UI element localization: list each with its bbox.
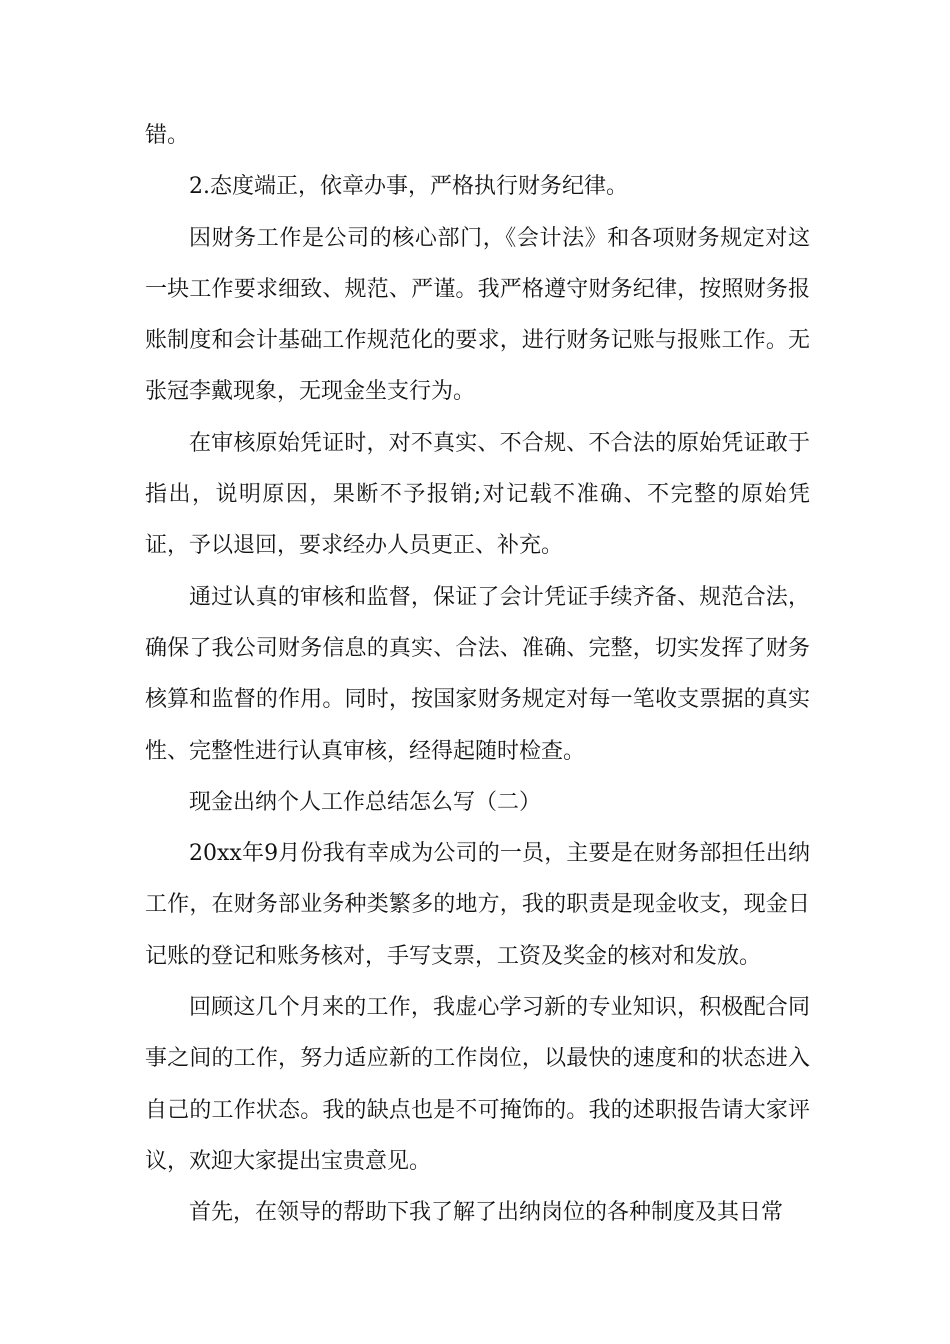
paragraph-continuation: 错。 bbox=[145, 123, 190, 148]
paragraph: 回顾这几个月来的工作，我虚心学习新的专业知识，积极配合同事之间的工作，努力适应新的工作岗位，以最快的速度和的状态进入自己的工作状态。我的缺点也是不可掩饰的。我的述职报告请大家评议，欢迎大家提出宝贵意见。 bbox=[145, 995, 810, 1174]
section-heading: 2.态度端正，依章办事，严格执行财务纪律。 bbox=[189, 174, 628, 200]
paragraph: 通过认真的审核和监督，保证了会计凭证手续齐备、规范合法，确保了我公司财务信息的真实、合法、准确、完整，切实发挥了财务核算和监督的作用。同时，按国家财务规定对每一笔收支票据的真实性、完整性进行认真审核，经得起随时检查。 bbox=[145, 584, 810, 764]
section-heading: 现金出纳个人工作总结怎么写（二） bbox=[189, 789, 542, 815]
paragraph: 因财务工作是公司的核心部门，《会计法》和各项财务规定对这一块工作要求细致、规范、严谨。我严格遵守财务纪律，按照财务报账制度和会计基础工作规范化的要求，进行财务记账与报账工作。无张冠李戴现象，无现金坐支行为。 bbox=[145, 225, 810, 405]
paragraph: 首先，在领导的帮助下我了解了出纳岗位的各种制度及其日常 bbox=[189, 1200, 784, 1226]
document-body bbox=[145, 110, 810, 1239]
paragraph: 在审核原始凭证时，对不真实、不合规、不合法的原始凭证敢于指出，说明原因，果断不予报销;对记载不准确、不完整的原始凭证，予以退回，要求经办人员更正、补充。 bbox=[145, 430, 810, 559]
paragraph: 20xx年9月份我有幸成为公司的一员，主要是在财务部担任出纳工作，在财务部业务种类繁多的地方，我的职责是现金收支，现金日记账的登记和账务核对，手写支票，工资及奖金的核对和发放。 bbox=[145, 841, 810, 969]
